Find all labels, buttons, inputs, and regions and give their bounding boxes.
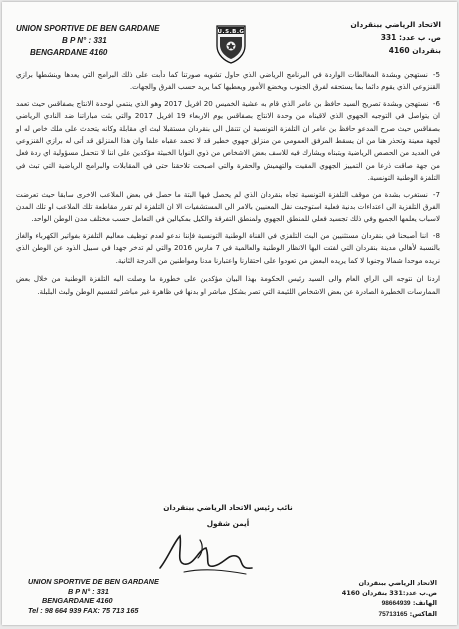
fax-label: الفاكس:: [409, 610, 437, 618]
paragraph-text: نستغرب بشدة من موقف التلفزة التونسية تجاه بنقردان الذي لم يحصل فيها البتة ما حصل في بعض الملاعب الاخرى سابقا حيث تعرضت الفرق التلفزية الى اعتداءات بدنية فعلية استوجبت نقل المعنيين بالامر الى المستشفيات الا ان التلفزة لم تقرر مقاطعة تلك الملاعب او تلك المدن لاسباب يعلمها الجميع وفي ذلك تجسيد فعلي للمنطق الجهوي ولمنطق التفرقة والكيل بمكيالين في التعامل حسب مختلف مدن الوطن الواحد.: [16, 189, 440, 224]
paragraph-number: 7-: [432, 189, 440, 199]
letter-page: [2, 2, 457, 625]
paragraph-text: اننا أصبحنا في بنقردان مستثنيين من البث التلفزي في القناة الوطنية التونسية فإننا ندعو لعدم توظيف معاليم التلفزة بفواتير الكهرباء والغاز بالنسبة لأهالي مدينة بنقردان التي لفتت اليها الانظار الوطنية والعالمية في 7 مارس 2016 والتي لم تدخر جهدا في سبيل الذود عن الوطن الذي نريده موحدا شمالا وجنوبا لا كما يريده البعض من تعودوا على احتقارنا واعتبارنا مدنا ومواطنين من الدرجة الثانية.: [16, 230, 440, 265]
paragraph-text: نستهجن وبشدة المغالطات الواردة في البرنامج الرياضي الذي حاول تشويه صورتنا كما دأبت على ذلك البرامج التي يعدها وينشطها برازي القنزوعي الذي يقوم دائما بما يستحقه لفرق الجنوب ويخضع الأمور ويعطيها كما يريد حسب الفرق والجهات.: [16, 70, 440, 92]
paragraph-5: [16, 69, 440, 94]
handwritten-signature: [154, 528, 264, 580]
club-name-latin: UNION SPORTIVE DE BEN GARDANE: [28, 577, 159, 586]
paragraph-8: [16, 230, 440, 267]
po-box-latin: B P N° : 331: [68, 586, 109, 596]
signatory-title: نائب رئيس الاتحاد الرياضي ببنقردان: [163, 503, 293, 512]
crest-lettering: U.S.B.G: [217, 29, 245, 35]
city-latin: BENGARDANE 4160: [42, 596, 113, 605]
club-name-latin: UNION SPORTIVE DE BEN GARDANE: [16, 24, 160, 33]
po-box-arabic: ص. ب عدد: 331: [380, 33, 441, 42]
fax-line: [287, 609, 437, 620]
club-name-arabic: الاتحاد الرياضي ببنقردان: [358, 579, 437, 587]
header-left-latin: [16, 23, 186, 59]
club-name-arabic: الاتحاد الرياضي ببنقردان: [350, 20, 441, 29]
po-box-arabic: ص.ب عدد:331 بنقردان 4160: [341, 589, 437, 597]
footer-right-arabic: [287, 578, 437, 620]
header-right-arabic: [291, 18, 441, 57]
phone-number: 98664939: [381, 600, 411, 607]
paragraph-text: نستهجن وبشدة تصريح السيد حافظ بن عامر الذي قام به عشية الخميس 20 افريل 2017 وهو الذي ينتمي لوحدة الانتاج بصفاقس حيث تعمد ان يتواصل في التوجيه الجهوي الذي لاقيناه من وحدة الانتاج بصفاقس يوم الاربعاء 19 افريل 2017 والتي بثت مباراتنا ضد النادي الرياضي بصفاقس حيث صرح المدعو حافظ بن عامر ان التلفزة التونسية لن تتنقل الى بنقردان مستقبلا لبث اي مقابلة وكانه يتحدث على ملك خاص له او لجهة معينة وتحذر هنا من ان يسقط المرفق العمومي من منزلق جهوي خطير قد لا تحمد عقباه علما وان هذا المنزلق قد أتى له برازي القنزوعي في العديد من الحصص الرياضية ويتبناه ويشارك فيه للاسف بعض الاشخاص من ذوي النوايا الخبيثة مؤكدين على اننا لا نتحمل مسؤولية اي ردة فعل من جهة صاقت ذرعا من التمييز الجهوي المقيت والتهميش والحقرة والتي اصبحت تلاحقنا حتى في المقابلات والبرامج الرياضية التي تبث في التلفزة الوطنية التونسية.: [16, 98, 441, 183]
paragraph-6: [16, 98, 440, 185]
closing-paragraph: اردنا ان نتوجه الى الراي العام والى السيد رئيس الحكومة بهذا البيان مؤكدين على خطورة ما وصلت اليه التلفزة الوطنية من خلال بعض الممارسات الخطيرة الصادرة عن بعض الاشخاص اللئيمة التي تصر بشكل مباشر او بدنها في ظاهرة غير مباشر لتقسيم الوطن ولبث البلبلة.: [16, 274, 440, 296]
phone-line: [287, 598, 437, 609]
city-latin: BENGARDANE 4160: [30, 48, 108, 57]
phone-label: الهاتف:: [412, 599, 437, 607]
paragraph-number: 8-: [432, 230, 440, 240]
signature-block: [148, 502, 308, 530]
paragraph-number: 6-: [432, 98, 440, 108]
footer-left-latin: [28, 577, 208, 615]
po-box-latin: B P N° : 331: [62, 36, 107, 45]
city-arabic: بنقردان 4160: [388, 46, 441, 55]
paragraph-number: 5-: [432, 70, 440, 79]
fax-number: 75713165: [378, 611, 408, 618]
tel-fax-latin: Tel : 98 664 939 FAX: 75 713 165: [28, 605, 139, 615]
paragraph-7: [16, 189, 440, 226]
club-crest-logo: [215, 24, 247, 64]
signatory-name: أيمن شقول: [206, 519, 250, 528]
letter-body: [16, 69, 440, 298]
